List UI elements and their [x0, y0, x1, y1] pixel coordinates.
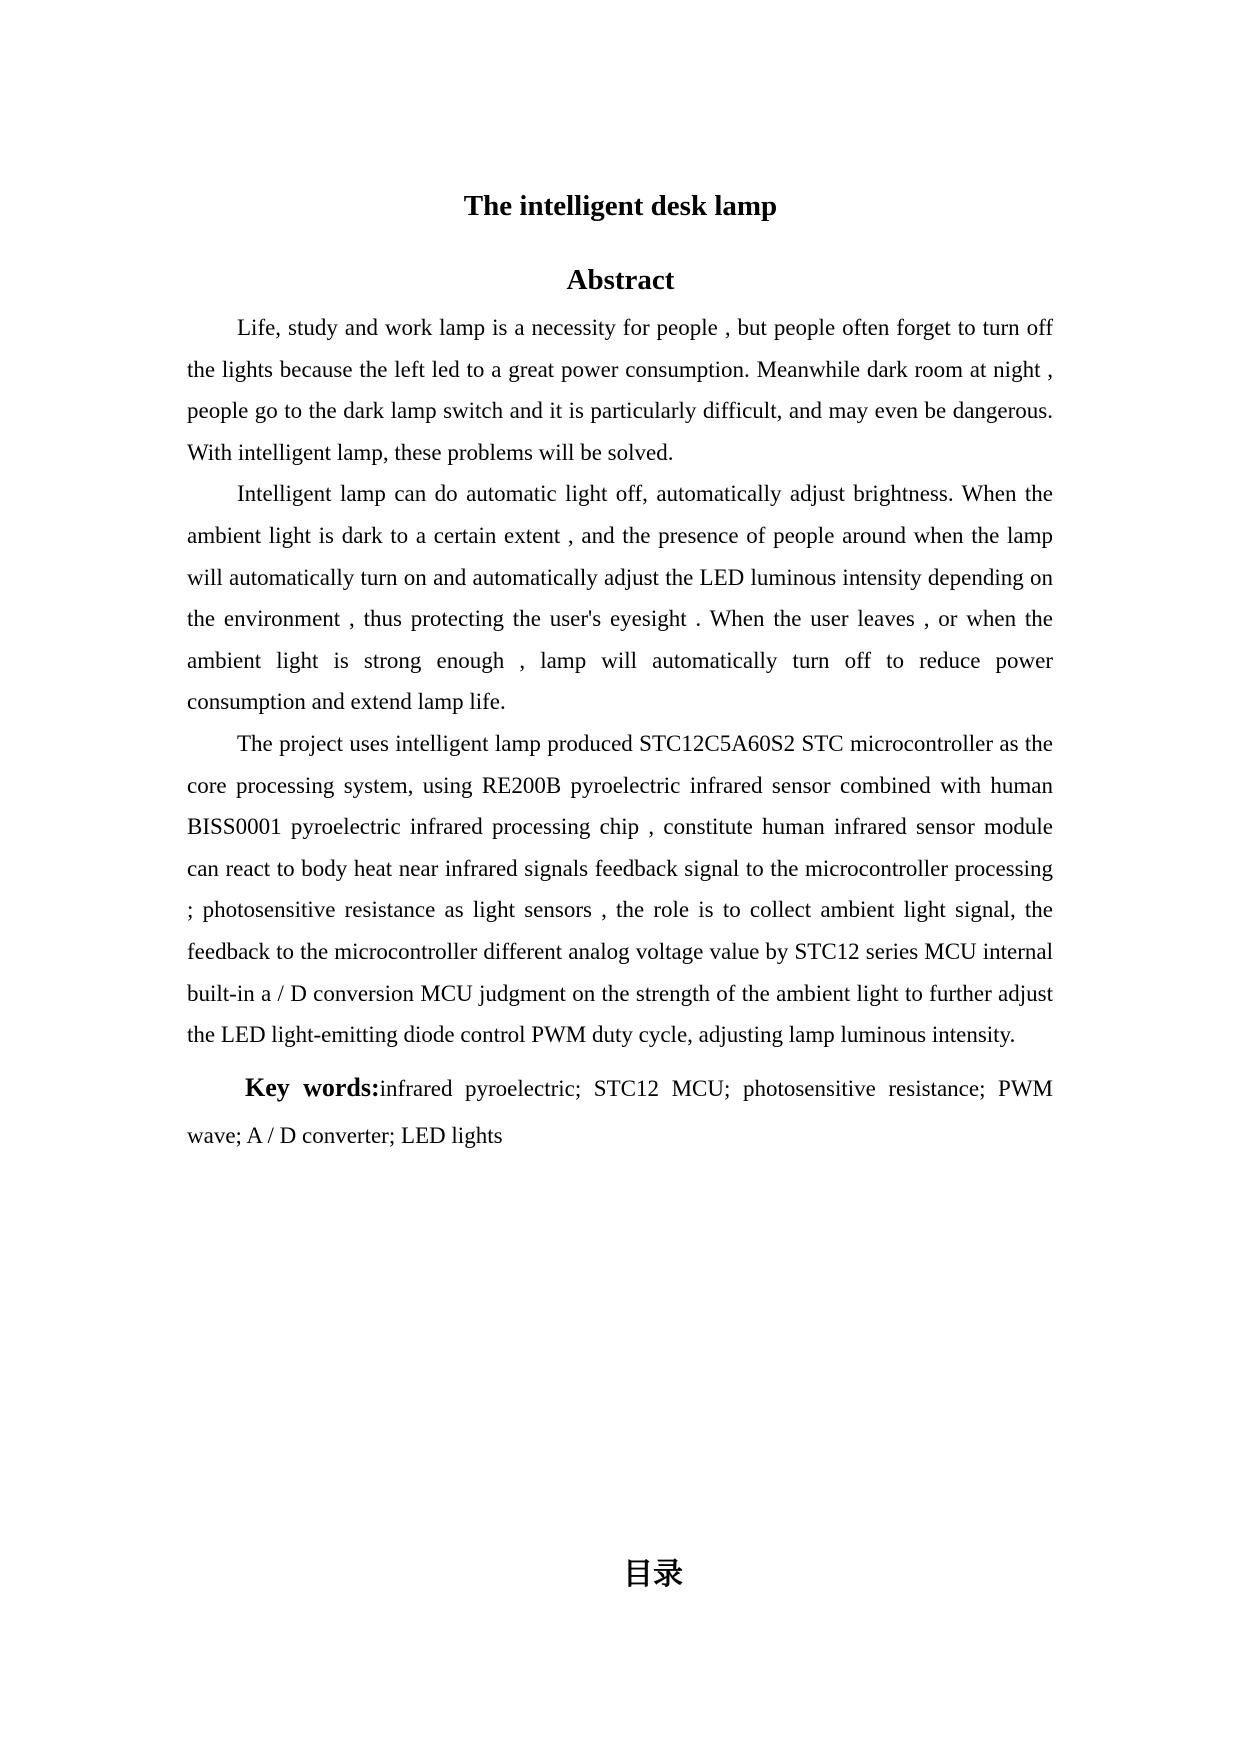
abstract-paragraph-1: Life, study and work lamp is a necessity for people , but people often forget to turn off the lights because the left led to a great power consumption. Meanwhile dark room at night , people go to the dark lamp switch and it is particularly difficult, and may even be dangerous. With intelligent lamp, these problems will be solved. [187, 315, 1053, 465]
abstract-paragraph-2: Intelligent lamp can do automatic light off, automatically adjust brightness. When the ambient light is dark to a certain extent , and the presence of people around when the lamp will automatically turn on and automatically adjust the LED luminous intensity depending on the environment , thus protecting the user's eyesight . When the user leaves , or when the ambient light is strong enough , lamp will automatically turn off to reduce power consumption and extend lamp life. [187, 481, 1053, 715]
keywords-label: Key words: [245, 1072, 380, 1102]
abstract-body [187, 307, 1053, 1159]
abstract-heading: Abstract [566, 264, 675, 296]
abstract-paragraph-3: The project uses intelligent lamp produced STC12C5A60S2 STC microcontroller as the core processing system, using RE200B pyroelectric infrared sensor combined with human BISS0001 pyroelectric infrared processing chip , constitute human infrared sensor module can react to body heat near infrared signals feedback signal to the microcontroller processing ; photosensitive resistance as light sensors , the role is to collect ambient light signal, the feedback to the microcontroller different analog voltage value by STC12 series MCU internal built-in a / D conversion MCU judgment on the strength of the ambient light to further adjust the LED light-emitting diode control PWM duty cycle, adjusting lamp luminous intensity. [187, 730, 1053, 1048]
document-title: The intelligent desk lamp [463, 190, 778, 222]
toc-heading: 目录 [623, 1557, 683, 1592]
keywords-text: infrared pyroelectric; STC12 MCU; photosensitive resistance; PWM wave; A / D converter; LED lights [187, 1075, 1053, 1148]
keywords-line [187, 1064, 1053, 1159]
